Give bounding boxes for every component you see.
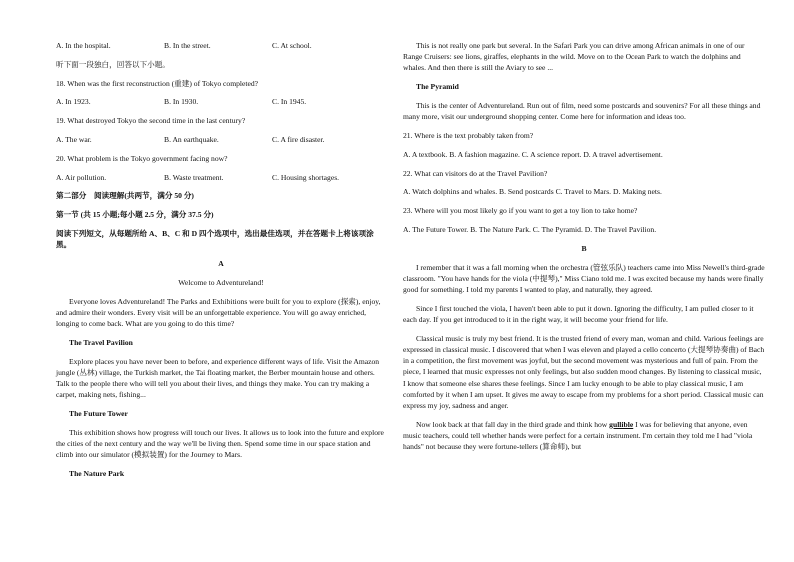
future-tower-heading: The Future Tower <box>69 408 128 418</box>
question-20: 20. What problem is the Tokyo government facing now? <box>56 153 228 163</box>
passage-a-paragraph: Everyone loves Adventureland! The Parks and Exhibitions were built for you to explore (探索), enjoy, and admire their wonders. Every visit will be an unforgettable experience. You will go away enriched, longing to come back. What are you going to do this time? <box>56 296 381 328</box>
passage-a-label: A <box>218 258 224 268</box>
passage-b-paragraph-1: I remember that it was a fall morning when the orchestra (管弦乐队) teachers came into Miss Newell's third-grade classroom. "You have hands for the viola (中提琴)," Miss Ciano told me. I was excited because my hands were finally good for something. I told my parents I wanted to play, and naturally, they agreed. <box>403 262 765 294</box>
nature-park-text: This is not really one park but several. In the Safari Park you can drive among African animals in one of our Range Cruisers: see lions, giraffes, elephants in the wild. Move on to the Ocean Park to watch the dolphins and whales. And then there is still the Aviary to see ... <box>403 41 745 73</box>
passage-b-paragraph-2: Since I first touched the viola, I haven't been able to put it down. Ignoring the difficulty, I am pulled closer to it each day. If you get introduced to it in the right way, it will become your friend for life. <box>403 303 754 324</box>
option-a: A. In the hospital. <box>56 41 111 50</box>
question-23: 23. Where will you most likely go if you want to get a toy lion to take home? <box>403 206 638 216</box>
question-21: 21. Where is the text probably taken from? <box>403 131 534 140</box>
passage-b-paragraph-3: Classical music is truly my best friend. It is the trusted friend of every man, woman and child. Various feelings are expressed in classical music. I discovered that when I was eleven and played a cello concerto (大提琴协奏曲) of Bach in a competition, the first movement was joyful, but the second movement was mysterious and full of pain. From the piece, I learned that music expresses not only feelings, but also sudden mood changes. By listening to classical music, I know that someone else shares these feelings. Since I am lucky enough to be able to play classical music, I am comforted by it when I am upset. It gives me away to escape from my problems for a short period. Classical music can express my joy, sadness and anger. <box>403 333 765 410</box>
option-b: B. Waste treatment. <box>164 172 224 182</box>
option-a: A. In 1923. <box>56 97 91 107</box>
option-c: C. In 1945. <box>272 97 307 107</box>
option-a: A. Air pollution. <box>56 172 107 182</box>
section-one-heading: 第一节 (共 15 小题;每小题 2.5 分，满分 37.5 分) <box>56 210 214 220</box>
option-b: B. In 1930. <box>164 97 199 107</box>
option-c: C. Housing shortages. <box>272 172 340 182</box>
option-a: A. The war. <box>56 134 92 144</box>
travel-pavilion-text: Explore places you have never been to before, and experience different ways of life. Visit the Amazon jungle (丛林) village, the Turkish market, the Tai floating market, the Berber mountain house and others. Talk to the people there who will tell you about their lives, and things they make. You can try making a carpet, making nets, fishing... <box>56 356 380 400</box>
travel-pavilion-heading: The Travel Pavilion <box>69 337 133 347</box>
nature-park-heading: The Nature Park <box>69 468 125 478</box>
passage-a-title: Welcome to Adventureland! <box>178 277 264 287</box>
question-19: 19. What destroyed Tokyo the second time in the last century? <box>56 116 246 126</box>
reading-instructions: 阅读下列短文，从每题所给 A、B、C 和 D 四个选项中，选出最佳选项，并在答题卡上将该项涂黑。 <box>56 228 374 250</box>
q19-options <box>56 134 386 145</box>
pyramid-text: This is the center of Adventureland. Run out of film, need some postcards and souvenirs? For all these things and many more, visit our underground shopping center. Come here for information and ideas too. <box>403 101 761 122</box>
future-tower-text: This exhibition shows how progress will touch our lives. It allows us to look into the future and explore the cities of the next century and the way we'll be living then. Spend some time in our space station and climb into our simulator (模拟装置) for the Journey to Mars. <box>56 427 384 460</box>
listening-note: 听下面一段独白，回答以下小题。 <box>56 59 170 69</box>
underlined-word: gullible <box>609 419 634 429</box>
option-b: B. In the street. <box>164 41 211 50</box>
left-column <box>56 40 386 487</box>
option-b: B. An earthquake. <box>164 134 219 144</box>
paragraph-4-end: I was for believing that anyone, even music teachers, could tell whether hands were perfect for a certain instrument. I'm certain they told me I had "viola hands" not because they were fortune-tellers (算命师), but <box>403 419 753 452</box>
q21-options: A. A textbook. B. A fashion magazine. C. A science report. D. A travel advertisement. <box>403 149 663 159</box>
pyramid-heading: The Pyramid <box>416 82 459 92</box>
q20-options <box>56 172 386 183</box>
part-two-heading: 第二部分 阅读理解(共两节，满分 50 分) <box>56 191 194 201</box>
option-c: C. A fire disaster. <box>272 134 325 144</box>
q18-options <box>56 96 386 107</box>
question-22: 22. What can visitors do at the Travel Pavilion? <box>403 168 548 178</box>
paragraph-4-start: Now look back at that fall day in the third grade and think how <box>416 419 610 429</box>
passage-b-label: B <box>581 243 587 253</box>
right-column <box>403 40 765 460</box>
q17-options <box>56 40 386 51</box>
question-18: 18. When was the first reconstruction (重建) of Tokyo completed? <box>56 78 259 88</box>
passage-b-paragraph-4 <box>403 419 765 453</box>
q23-options: A. The Future Tower. B. The Nature Park. C. The Pyramid. D. The Travel Pavilion. <box>403 224 657 234</box>
option-c: C. At school. <box>272 41 312 50</box>
q22-options: A. Watch dolphins and whales. B. Send postcards C. Travel to Mars. D. Making nets. <box>403 187 662 197</box>
